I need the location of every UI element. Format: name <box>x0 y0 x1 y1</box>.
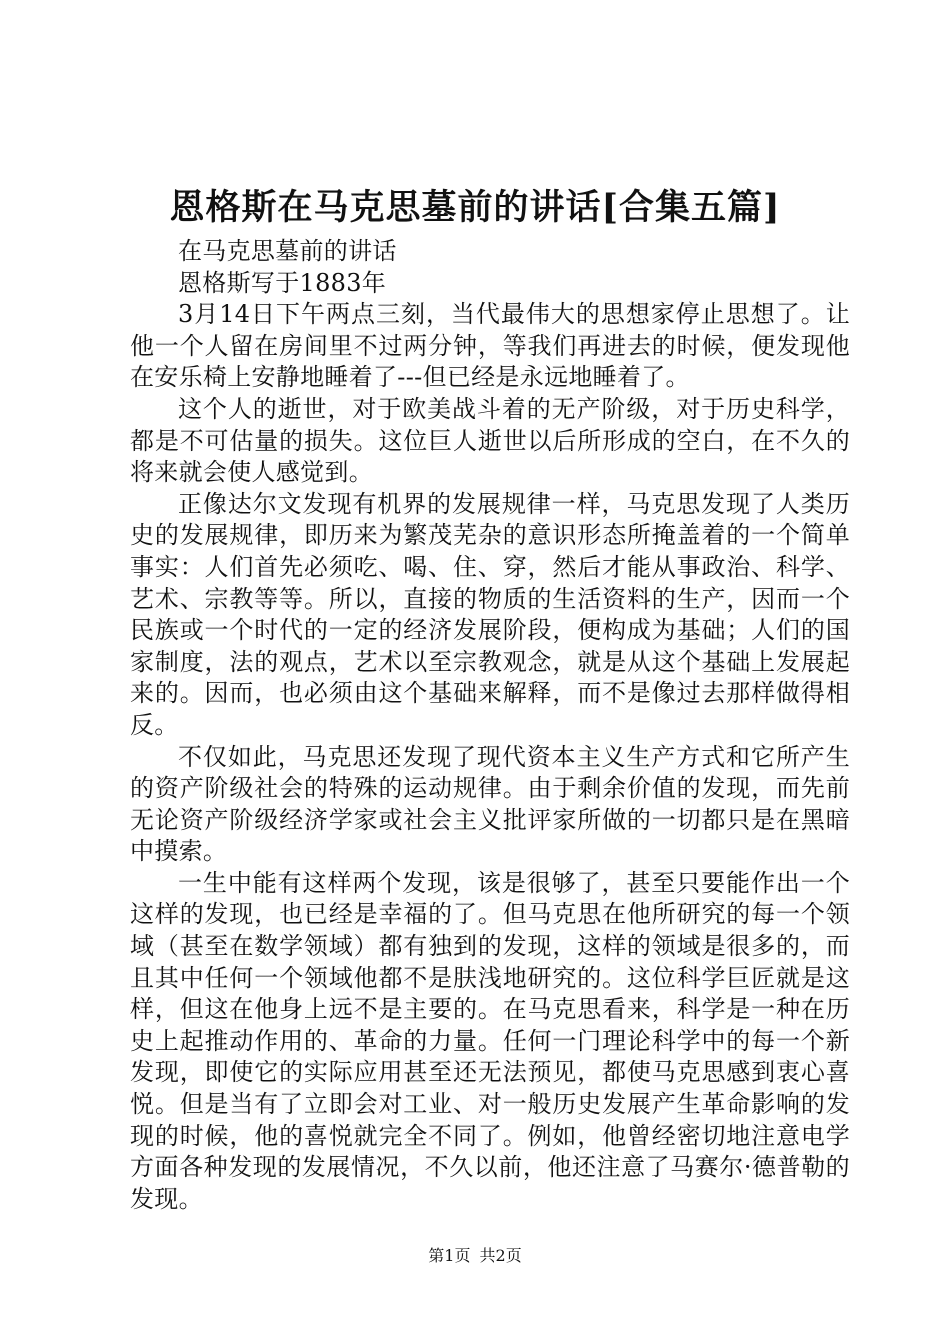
paragraph-4: 不仅如此，马克思还发现了现代资本主义生产方式和它所产生的资产阶级社会的特殊的运动规律。由于剩余价值的发现，而先前无论资产阶级经济学家或社会主义批评家所做的一切都只是在黑暗中摸索。 <box>130 742 850 866</box>
speech-byline: 恩格斯写于1883年 <box>178 268 387 297</box>
page-footer <box>0 1244 950 1268</box>
page-number: 第1页 <box>428 1246 471 1265</box>
paragraph-1: 3月14日下午两点三刻，当代最伟大的思想家停止思想了。让他一个人留在房间里不过两分钟，等我们再进去的时候，便发现他在安乐椅上安静地睡着了---但已经是永远地睡着了。 <box>130 300 850 392</box>
paragraph-5: 一生中能有这样两个发现，该是很够了，甚至只要能作出一个这样的发现，也已经是幸福的了。但马克思在他所研究的每一个领域（甚至在数学领域）都有独到的发现，这样的领域是很多的，而且其中任何一个领域他都不是肤浅地研究的。这位科学巨匠就是这样，但这在他身上远不是主要的。在马克思看来，科学是一种在历史上起推动作用的、革命的力量。任何一门理论科学中的每一个新发现，即使它的实际应用甚至还无法预见，都使马克思感到衷心喜悦。但是当有了立即会对工业、对一般历史发展产生革命影响的发现的时候，他的喜悦就完全不同了。例如，他曾经密切地注意电学方面各种发现的发展情况，不久以前，他还注意了马赛尔·德普勒的发现。 <box>130 868 850 1213</box>
document-body <box>130 236 850 1215</box>
speech-title: 在马克思墓前的讲话 <box>178 237 397 265</box>
paragraph-3: 正像达尔文发现有机界的发展规律一样，马克思发现了人类历史的发展规律，即历来为繁茂芜杂的意识形态所掩盖着的一个简单事实：人们首先必须吃、喝、住、穿，然后才能从事政治、科学、艺术、宗教等等。所以，直接的物质的生活资料的生产，因而一个民族或一个时代的一定的经济发展阶段，便构成为基础；人们的国家制度，法的观点，艺术以至宗教观念，就是从这个基础上发展起来的。因而，也必须由这个基础来解释，而不是像过去那样做得相反。 <box>130 489 850 739</box>
page-total: 共2页 <box>479 1246 522 1265</box>
document-title: 恩格斯在马克思墓前的讲话[合集五篇] <box>169 187 781 228</box>
paragraph-2: 这个人的逝世，对于欧美战斗着的无产阶级，对于历史科学，都是不可估量的损失。这位巨人逝世以后所形成的空白，在不久的将来就会使人感觉到。 <box>130 394 850 487</box>
